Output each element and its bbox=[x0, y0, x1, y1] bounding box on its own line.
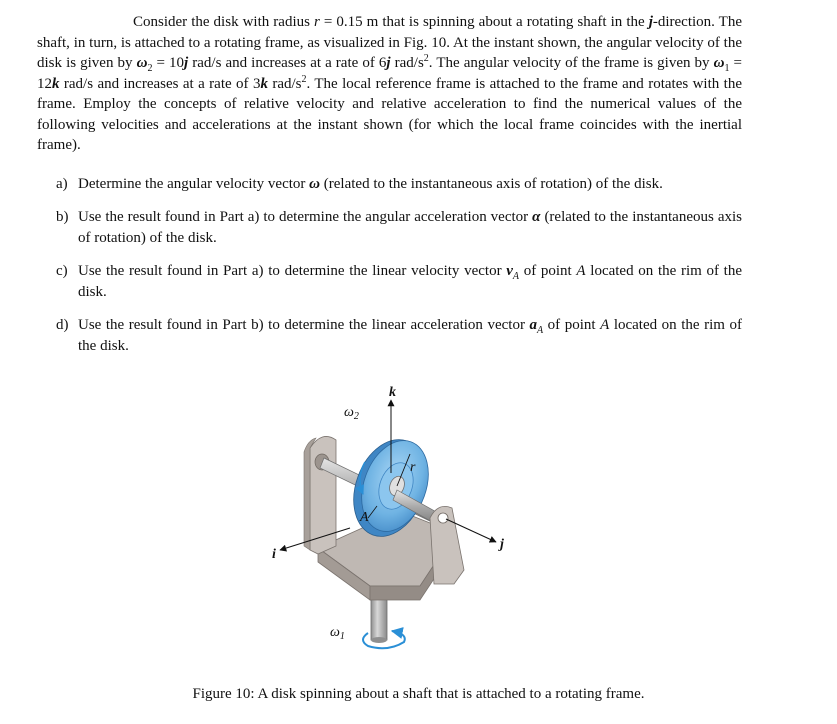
question-b: b) Use the result found in Part a) to determine the angular acceleration vector α (related to the instantaneous axis of rotation) of the disk. bbox=[56, 209, 742, 246]
figure-caption: Figure 10: A disk spinning about a shaft that is attached to a rotating frame. bbox=[192, 686, 645, 702]
question-label: d) bbox=[56, 317, 69, 333]
question-label: b) bbox=[56, 209, 69, 225]
question-label: a) bbox=[56, 175, 68, 192]
label-point-A: A bbox=[360, 510, 369, 525]
figure-10 bbox=[250, 378, 530, 670]
question-a: a) Determine the angular velocity vector ω (related to the instantaneous axis of rotation) of the disk. bbox=[37, 174, 742, 195]
label-i: i bbox=[272, 547, 276, 562]
label-k: k bbox=[389, 385, 396, 400]
label-r: r bbox=[410, 460, 416, 475]
label-j: j bbox=[500, 537, 504, 552]
label-omega2: $\omega_2$ bbox=[344, 405, 359, 422]
label-omega1: $\omega_1$ bbox=[330, 625, 345, 642]
question-list bbox=[37, 174, 742, 357]
question-c: c) Use the result found in Part a) to determine the linear velocity vector $v_A$ of point A located on the rim of the disk. bbox=[56, 263, 742, 300]
question-label: c) bbox=[56, 263, 68, 279]
problem-intro: Consider the disk with radius r = 0.15 m that is spinning about a rotating shaft in the j-direction. The shaft, in turn, is attached to a rotating frame, as visualized in Fig. 10. At the instant shown, the angular velocity of the disk is given by $\omega_2 = 10j$ rad/s and increases at a rate of 6j rad/$s^2$. The angular velocity of the frame is given by $\omega_1 = 12k$ rad/s and increases at a rate of 3k rad/$s^2$. The local reference frame is attached to the frame and rotates with the frame. Employ the concepts of relative velocity and relative acceleration to find the numerical values of the following velocities and accelerations at the instant shown (for which the local frame coincides with the inertial frame). bbox=[37, 14, 743, 153]
var-r: r bbox=[314, 14, 320, 30]
problem-text bbox=[37, 12, 742, 369]
omega-symbol: ω bbox=[136, 55, 148, 71]
question-d: d) Use the result found in Part b) to determine the linear acceleration vector $a_A$ of point A located on the rim of the disk. bbox=[56, 317, 742, 354]
unit-vector-j: j bbox=[648, 14, 653, 30]
disk-frame-diagram bbox=[250, 378, 530, 670]
